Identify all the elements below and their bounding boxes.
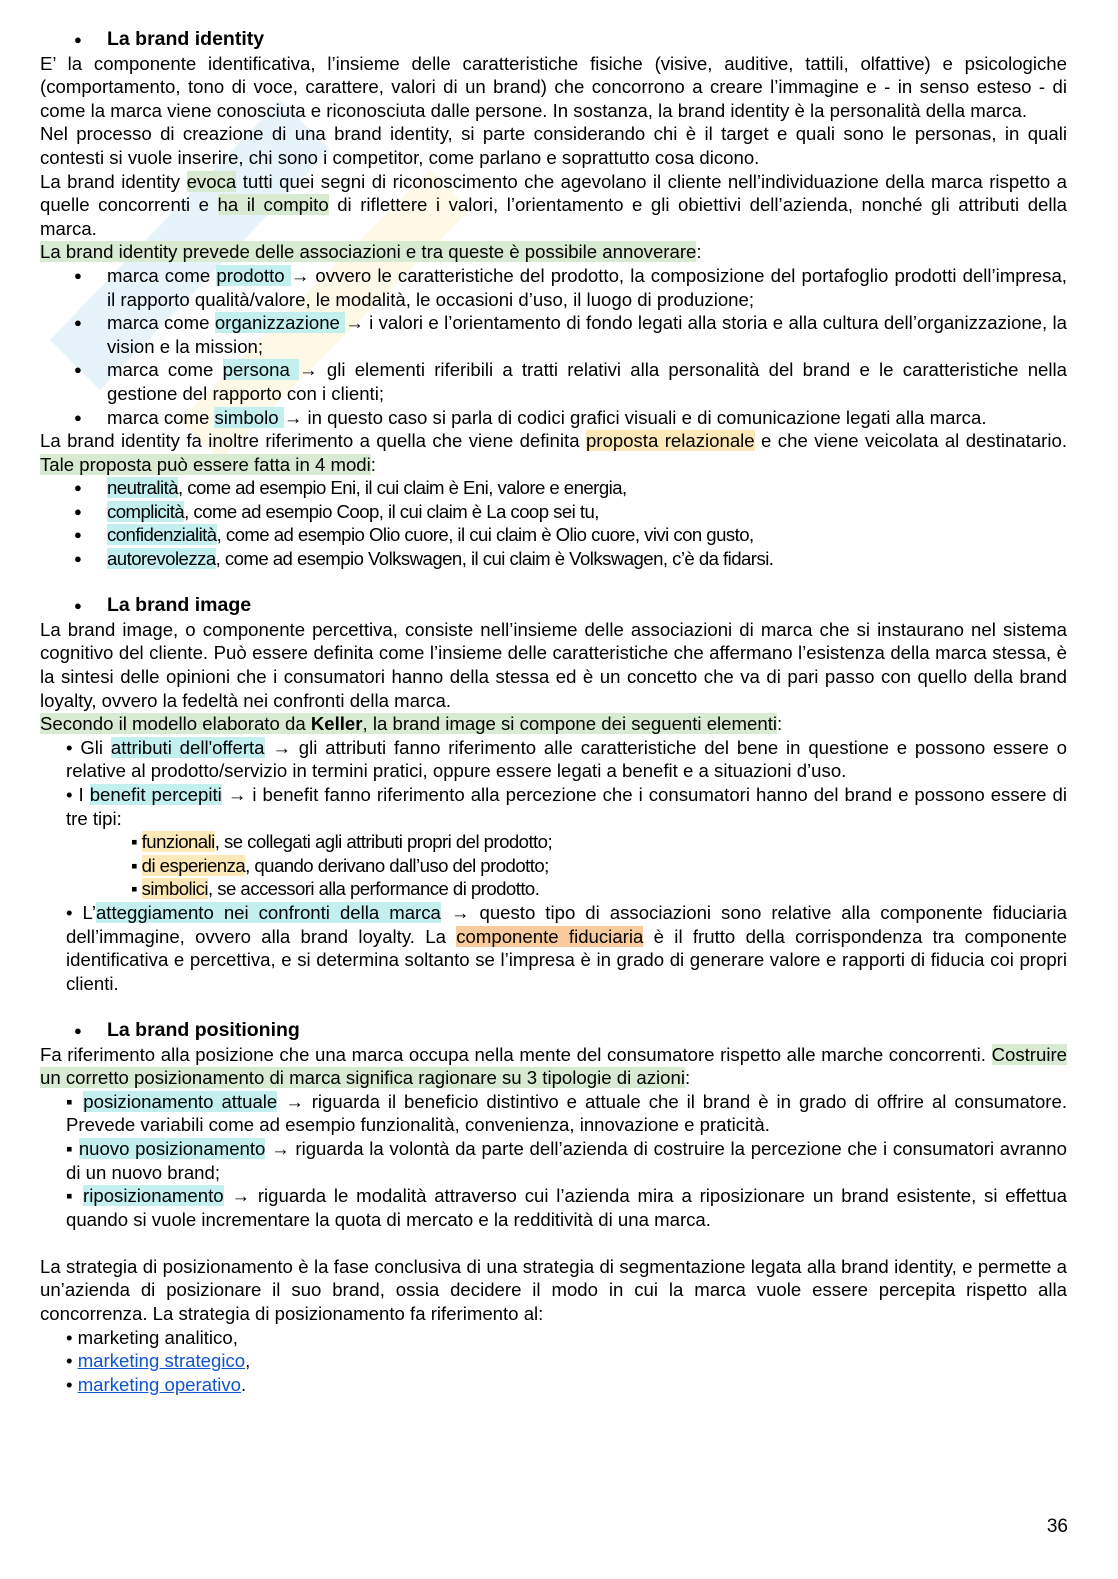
highlighted-text: di esperienza bbox=[141, 854, 246, 876]
paragraph bbox=[40, 240, 1067, 264]
highlighted-text: Tale proposta può essere fatta in 4 modi bbox=[40, 453, 371, 475]
paragraph bbox=[40, 52, 1067, 123]
text: → ovvero le caratteristiche del prodotto, la composizione del portafoglio prodotti dell’impresa, il rapporto qualità/valore, le modalità, le occasioni d’uso, il luogo di produzione; bbox=[107, 264, 1067, 310]
page-number: 36 bbox=[1046, 1516, 1068, 1537]
list-item bbox=[40, 1349, 1067, 1373]
highlighted-text: riposizionamento bbox=[83, 1185, 224, 1207]
blank-line bbox=[40, 571, 1067, 595]
bullet-item bbox=[40, 406, 1067, 430]
section-heading bbox=[40, 594, 1067, 618]
text: → i valori e l’orientamento di fondo legati alla storia e alla cultura dell’organizzazione, la vision e la mission; bbox=[107, 312, 1067, 357]
text: marca come bbox=[107, 406, 215, 428]
text: → questo tipo di associazioni sono relative alla componente fiduciaria dell’immagine, ovvero alla brand loyalty. La bbox=[66, 901, 1067, 947]
highlighted-text: organizzazione bbox=[214, 312, 346, 334]
text: , bbox=[245, 1350, 251, 1372]
text: • L’ bbox=[66, 901, 96, 923]
list-item bbox=[40, 1184, 1067, 1231]
sub-list-item bbox=[40, 830, 1067, 854]
list-item bbox=[40, 1326, 1067, 1350]
text: • bbox=[66, 1373, 78, 1395]
text: • Gli bbox=[66, 736, 111, 758]
list-item bbox=[40, 1090, 1067, 1137]
text: . bbox=[240, 1373, 247, 1395]
text: marca come bbox=[107, 359, 223, 381]
link[interactable]: marketing strategico bbox=[77, 1350, 246, 1372]
text: , come ad esempio Eni, il cui claim è Eni, valore e energia, bbox=[178, 477, 627, 499]
text: → in questo caso si parla di codici grafici visuali e di comunicazione legati alla marca. bbox=[283, 406, 987, 428]
text: , come ad esempio Olio cuore, il cui claim è Olio cuore, vivi con gusto, bbox=[216, 524, 754, 546]
highlighted-text: funzionali bbox=[141, 831, 215, 853]
text: : bbox=[777, 713, 783, 735]
highlighted-text: attributi dell'offerta bbox=[110, 736, 265, 758]
highlighted-text: ha il compito bbox=[217, 194, 329, 216]
text: di riflettere i valori, l’orientamento e gli obiettivi dell’azienda, nonché gli attributi della marca. bbox=[40, 194, 1067, 239]
blank-line bbox=[40, 1231, 1067, 1255]
bullet-item bbox=[40, 547, 1067, 571]
text: , come ad esempio Volkswagen, il cui claim è Volkswagen, c’è da fidarsi. bbox=[215, 548, 774, 570]
list-item bbox=[40, 901, 1067, 995]
paragraph bbox=[40, 122, 1067, 169]
list-item bbox=[40, 736, 1067, 783]
document-page bbox=[40, 28, 1067, 1396]
text: , se collegati agli attributi propri del prodotto; bbox=[214, 831, 553, 853]
highlighted-text: complicità bbox=[107, 500, 185, 522]
highlighted-text: Secondo il modello elaborato da bbox=[40, 713, 311, 735]
text: La brand positioning bbox=[107, 1018, 300, 1041]
text: → riguarda il beneficio distintivo e attuale che il brand è in grado di offrire al consumatore. Prevede variabili come ad esempio funzionalità, convenienza, innovazione e praticità. bbox=[66, 1090, 1067, 1136]
text: → gli attributi fanno riferimento alle caratteristiche del bene in questione e possono essere o relative al prodotto/servizio in termini pratici, oppure essere legati a benefit e a situazioni d’uso. bbox=[66, 736, 1067, 782]
text: e che viene veicolata al destinatario. bbox=[754, 430, 1068, 452]
link[interactable]: marketing operativo bbox=[77, 1373, 241, 1395]
paragraph bbox=[40, 712, 1067, 736]
sub-list-item bbox=[40, 877, 1067, 901]
highlighted-text: autorevolezza bbox=[107, 548, 216, 570]
highlighted-text: La brand identity prevede delle associazioni e tra queste è possibile annoverare bbox=[40, 241, 697, 263]
highlighted-text: benefit percepiti bbox=[89, 784, 222, 805]
text: , quando derivano dall’uso del prodotto; bbox=[245, 854, 549, 876]
paragraph bbox=[40, 170, 1067, 241]
text: • marketing analitico, bbox=[66, 1326, 238, 1348]
highlighted-text: , la brand image si compone dei seguenti elementi bbox=[362, 713, 777, 735]
highlighted-text: nuovo posizionamento bbox=[78, 1137, 266, 1159]
highlighted-text: neutralità bbox=[107, 477, 178, 499]
highlighted-text: persona bbox=[222, 359, 300, 381]
list-item bbox=[40, 1373, 1067, 1397]
sub-list-item bbox=[40, 854, 1067, 878]
text: ▪ bbox=[131, 878, 142, 900]
text: ▪ bbox=[66, 1137, 79, 1159]
text: • I bbox=[66, 784, 90, 805]
text: marca come bbox=[107, 312, 215, 334]
text: ▪ bbox=[131, 854, 142, 876]
highlighted-text: prodotto bbox=[216, 264, 291, 286]
text: ▪ bbox=[131, 831, 142, 853]
text: La brand identity bbox=[107, 28, 265, 50]
highlighted-text: evoca bbox=[186, 170, 237, 192]
section-heading bbox=[40, 1019, 1067, 1043]
text: E’ la componente identificativa, l’insieme delle caratteristiche fisiche (visive, auditive, tattili, olfattive) e psicologiche (comportamento, tono di voce, carattere, valori di un brand) che concorrono a creare l’immagine e - in senso esteso - di come la marca viene conosciuta e riconosciuta dalle persone. In sostanza, la brand identity è la personalità della marca. bbox=[40, 52, 1067, 121]
text: → gli elementi riferibili a tratti relativi alla personalità del brand e le caratteristiche nella gestione del rapporto con i clienti; bbox=[107, 359, 1067, 404]
text: : bbox=[370, 453, 376, 475]
paragraph bbox=[40, 1043, 1067, 1090]
text: La brand identity fa inoltre riferimento a quella che viene definita bbox=[40, 430, 586, 452]
text: Nel processo di creazione di una brand identity, si parte considerando chi è il target e quali sono le personas, in quali contesti si vuole inserire, chi sono i competitor, come parlano e soprattutto cosa dicono. bbox=[40, 123, 1067, 168]
highlighted-text: simbolo bbox=[214, 406, 284, 428]
paragraph bbox=[40, 429, 1067, 476]
text: La strategia di posizionamento è la fase conclusiva di una strategia di segmentazione legata alla brand identity, e permette a un’azienda di posizionare il suo brand, ossia decidere il modo in cui la marca vuole essere percepita rispetto alla concorrenza. La strategia di posizionamento fa riferimento al: bbox=[40, 1255, 1067, 1325]
text: ▪ bbox=[66, 1185, 84, 1207]
highlighted-text: proposta relazionale bbox=[585, 430, 755, 452]
highlighted-text: simbolici bbox=[141, 878, 209, 900]
text: è il frutto della corrispondenza tra componente identificativa e percettiva, e si determina soltanto se l’impresa è in grado di generare valore e rapporti di fiducia coi propri clienti. bbox=[66, 925, 1067, 994]
text: marca come bbox=[107, 264, 217, 286]
highlighted-text: Keller bbox=[310, 713, 363, 735]
text: : bbox=[684, 1067, 691, 1089]
text: tutti quei segni di riconoscimento che agevolano il cliente nell’individuazione della marca rispetto a quelle concorrenti e bbox=[40, 170, 1067, 216]
text: , come ad esempio Coop, il cui claim è La coop sei tu, bbox=[184, 500, 599, 522]
bullet-item bbox=[40, 358, 1067, 405]
highlighted-text: posizionamento attuale bbox=[83, 1090, 278, 1112]
bullet-item bbox=[40, 523, 1067, 547]
text: La brand identity bbox=[40, 170, 187, 192]
bullet-item bbox=[40, 476, 1067, 500]
list-item bbox=[40, 1137, 1067, 1184]
highlighted-text: Costruire un corretto posizionamento di marca significa ragionare su 3 tipologie di azioni bbox=[40, 1043, 1067, 1089]
text: • bbox=[66, 1350, 78, 1372]
paragraph bbox=[40, 618, 1067, 712]
text: : bbox=[696, 241, 702, 263]
text: La brand image bbox=[107, 594, 252, 617]
bullet-item bbox=[40, 311, 1067, 358]
bullet-item bbox=[40, 264, 1067, 311]
text: Fa riferimento alla posizione che una marca occupa nella mente del consumatore rispetto alle marche concorrenti. bbox=[40, 1043, 992, 1065]
section-heading bbox=[40, 28, 1067, 52]
text: → i benefit fanno riferimento alla percezione che i consumatori hanno del brand e possono essere di tre tipi: bbox=[66, 784, 1067, 829]
text: ▪ bbox=[66, 1090, 84, 1112]
paragraph bbox=[40, 1255, 1067, 1326]
blank-line bbox=[40, 995, 1067, 1019]
list-item bbox=[40, 783, 1067, 830]
highlighted-text: confidenzialità bbox=[107, 524, 217, 546]
highlighted-text: atteggiamento nei confronti della marca bbox=[95, 901, 441, 923]
text: , se accessori alla performance di prodotto. bbox=[208, 878, 540, 900]
text: La brand image, o componente percettiva, consiste nell’insieme delle associazioni di marca che si instaurano nel sistema cognitivo del cliente. Può essere definita come l’insieme delle caratteristiche che affermano l’esistenza della marca stessa, è la sintesi delle opinioni che i consumatori hanno della stessa ed è un concetto che va di pari passo con quello della brand loyalty, ovvero la fedeltà nei confronti della marca. bbox=[40, 618, 1067, 711]
text: → riguarda la volontà da parte dell’azienda di costruire la percezione che i consumatori avranno di un nuovo brand; bbox=[66, 1137, 1067, 1183]
bullet-item bbox=[40, 500, 1067, 524]
highlighted-text: componente fiduciaria bbox=[456, 925, 644, 947]
text: → riguarda le modalità attraverso cui l’azienda mira a riposizionare un brand esistente, si effettua quando si vuole incrementare la quota di mercato e la redditività di una marca. bbox=[66, 1185, 1067, 1230]
